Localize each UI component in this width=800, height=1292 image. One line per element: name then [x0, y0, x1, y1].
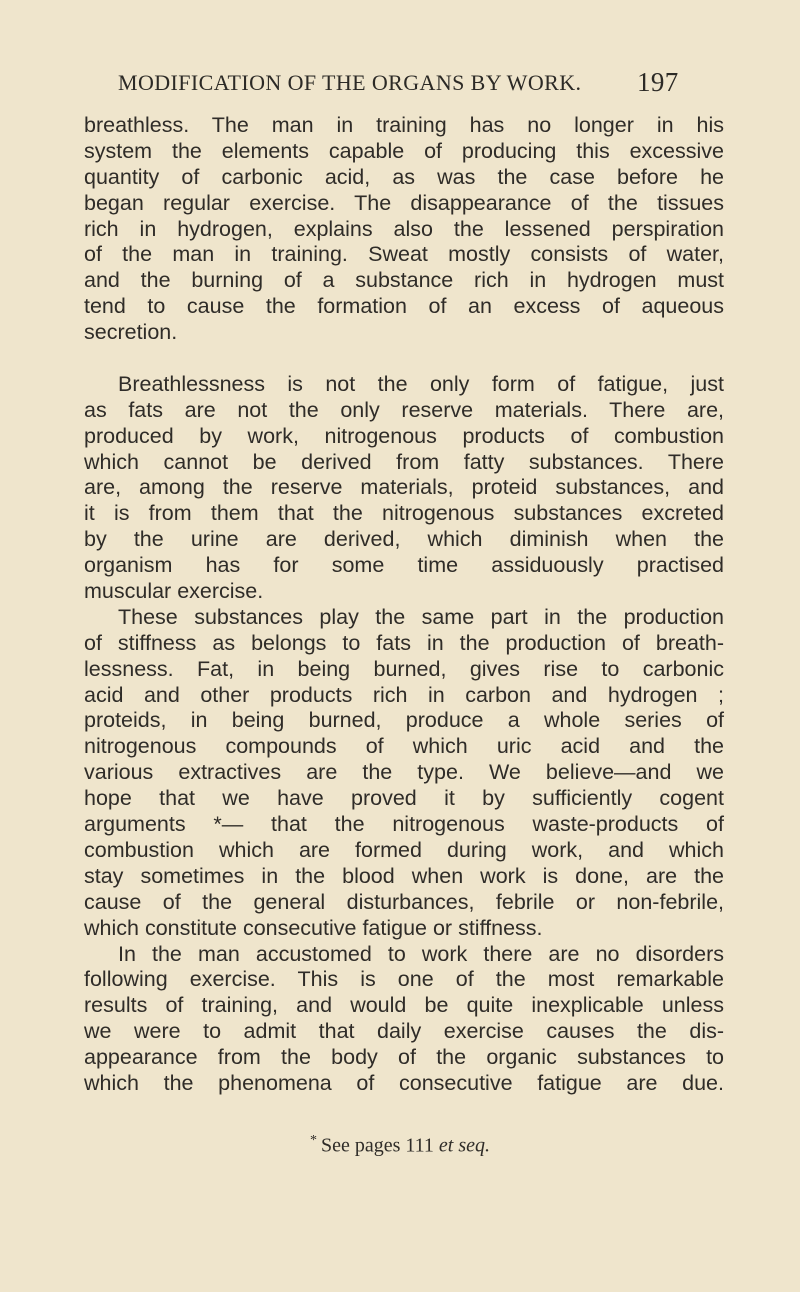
- text-line: of stiffness as belongs to fats in the production of breath-: [84, 630, 724, 655]
- text-line: These substances play the same part in the production: [118, 604, 724, 629]
- text-line: lessness. Fat, in being burned, gives rise to carbonic: [84, 656, 724, 681]
- text-line: it is from them that the nitrogenous substances excreted: [84, 501, 724, 526]
- text-line: arguments *— that the nitrogenous waste-products of: [84, 812, 724, 837]
- text-line: of the man in training. Sweat mostly consists of water,: [84, 242, 724, 267]
- text-line: In the man accustomed to work there are no disorders: [118, 941, 724, 966]
- footnote-italic: et seq.: [438, 1134, 491, 1157]
- text-line: appearance from the body of the organic substances to: [84, 1045, 724, 1070]
- text-line: quantity of carbonic acid, as was the case before he: [84, 164, 724, 189]
- text-line: Breathlessness is not the only form of fatigue, just: [118, 371, 724, 396]
- text-line: combustion which are formed during work, and which: [84, 837, 724, 862]
- running-title: MODIFICATION OF THE ORGANS BY WORK.: [118, 70, 582, 95]
- text-line: system the elements capable of producing this excessive: [84, 138, 724, 163]
- footnote-marker: *: [309, 1133, 317, 1148]
- text-line: cause of the general disturbances, febrile or non-febrile,: [84, 889, 724, 914]
- text-line: acid and other products rich in carbon and hydrogen ;: [84, 682, 724, 707]
- text-line: by the urine are derived, which diminish when the: [84, 527, 724, 552]
- text-line: following exercise. This is one of the most remarkable: [84, 967, 724, 992]
- text-line: secretion.: [84, 320, 178, 345]
- text-line: breathless. The man in training has no longer in his: [84, 113, 724, 137]
- footnote: [0, 1133, 800, 1158]
- text-line: hope that we have proved it by sufficiently cogent: [84, 786, 724, 811]
- text-line: nitrogenous compounds of which uric acid and the: [84, 734, 724, 759]
- text-line: which constitute consecutive fatigue or stiffness.: [84, 915, 543, 940]
- paragraph: [84, 372, 724, 605]
- paragraph: [84, 605, 724, 942]
- text-line: which the phenomena of consecutive fatigue are due.: [84, 1070, 724, 1095]
- footnote-text: See pages 111: [320, 1134, 439, 1157]
- text-line: stay sometimes in the blood when work is done, are the: [84, 863, 724, 888]
- text-line: organism has for some time assiduously practised: [84, 553, 724, 578]
- body-text: [84, 113, 724, 1097]
- text-line: as fats are not the only reserve materials. There are,: [84, 397, 724, 422]
- text-line: which cannot be derived from fatty substances. There: [84, 449, 724, 474]
- text-line: tend to cause the formation of an excess of aqueous: [84, 294, 724, 319]
- text-line: began regular exercise. The disappearance of the tissues: [84, 190, 724, 215]
- paragraph: [84, 942, 724, 1097]
- text-line: we were to admit that daily exercise causes the dis-: [84, 1019, 724, 1044]
- text-line: produced by work, nitrogenous products of combustion: [84, 423, 724, 448]
- text-line: various extractives are the type. We believe—and we: [84, 760, 724, 785]
- paragraph-gap: [84, 346, 724, 372]
- text-line: results of training, and would be quite inexplicable unless: [84, 993, 724, 1018]
- text-line: are, among the reserve materials, proteid substances, and: [84, 475, 724, 500]
- page-number: 197: [637, 67, 679, 97]
- text-line: rich in hydrogen, explains also the lessened perspiration: [84, 216, 724, 241]
- paragraph: [84, 113, 724, 346]
- text-line: muscular exercise.: [84, 579, 264, 604]
- text-line: proteids, in being burned, produce a whole series of: [84, 708, 724, 733]
- text-line: and the burning of a substance rich in hydrogen must: [84, 268, 724, 293]
